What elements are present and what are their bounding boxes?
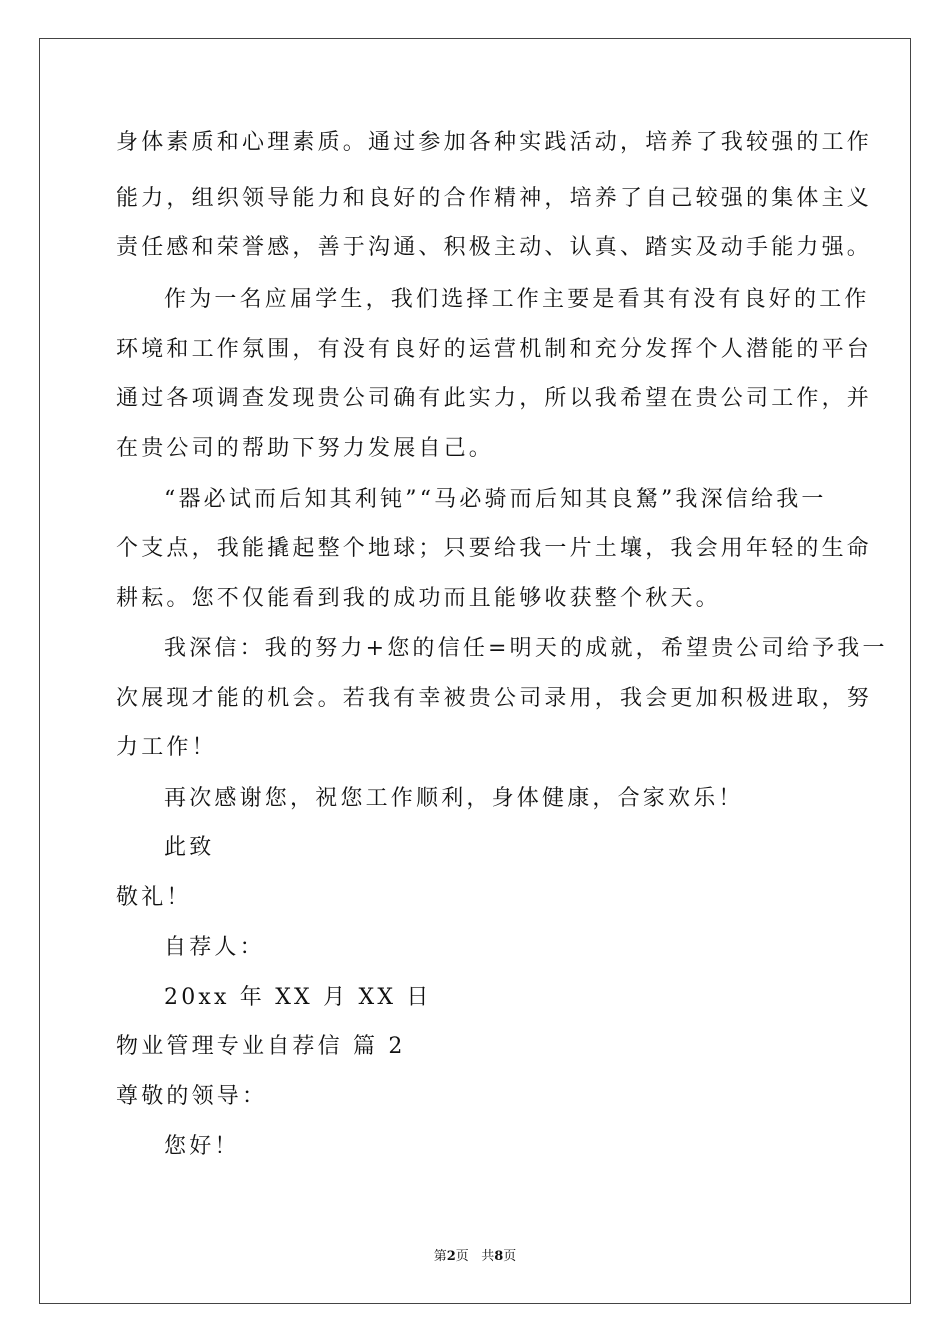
text-line: 身体素质和心理素质。通过参加各种实践活动，培养了我较强的工作 [116, 130, 873, 155]
footer-suffix: 页 [503, 1249, 517, 1264]
text-line: 通过各项调查发现贵公司确有此实力，所以我希望在贵公司工作，并 [116, 386, 873, 411]
closing-salutation: 此致 [164, 835, 215, 860]
text-line: 耕耘。您不仅能看到我的成功而且能够收获整个秋天。 [116, 586, 721, 611]
text-line: 个支点，我能撬起整个地球；只要给我一片土壤，我会用年轻的生命 [116, 536, 873, 561]
page-frame [39, 38, 911, 1304]
footer-middle: 页 共 [455, 1249, 495, 1264]
closing-regards: 敬礼！ [116, 885, 192, 910]
signature-label: 自荐人： [164, 935, 265, 960]
letter-greeting: 尊敬的领导： [116, 1084, 268, 1109]
text-line: 责任感和荣誉感，善于沟通、积极主动、认真、踏实及动手能力强。 [116, 235, 873, 260]
text-line: 在贵公司的帮助下努力发展自己。 [116, 436, 495, 461]
text-line: 力工作！ [116, 735, 217, 760]
text-line: 次展现才能的机会。若我有幸被贵公司录用，我会更加积极进取，努 [116, 686, 873, 711]
paragraph-start: 我深信：我的努力+您的信任=明天的成就，希望贵公司给予我一 [164, 636, 888, 661]
letter-hello: 您好！ [164, 1134, 240, 1159]
text-line: 能力，组织领导能力和良好的合作精神，培养了自己较强的集体主义 [116, 186, 873, 211]
footer-prefix: 第 [433, 1249, 447, 1264]
closing-wishes: 再次感谢您，祝您工作顺利，身体健康，合家欢乐！ [164, 786, 744, 811]
footer-page-number: 2 [446, 1249, 456, 1264]
paragraph-start: 作为一名应届学生，我们选择工作主要是看其有没有良好的工作 [164, 287, 870, 312]
signature-date: 20xx 年 XX 月 XX 日 [164, 985, 432, 1010]
paragraph-start: “器必试而后知其利钝”“马必骑而后知其良駑”我深信给我一 [164, 487, 827, 512]
text-line: 环境和工作氛围，有没有良好的运营机制和充分发挥个人潜能的平台 [116, 337, 873, 362]
section-heading: 物业管理专业自荐信 篇 2 [116, 1034, 406, 1059]
footer-total-pages: 8 [494, 1249, 504, 1264]
page-footer [0, 1248, 950, 1266]
